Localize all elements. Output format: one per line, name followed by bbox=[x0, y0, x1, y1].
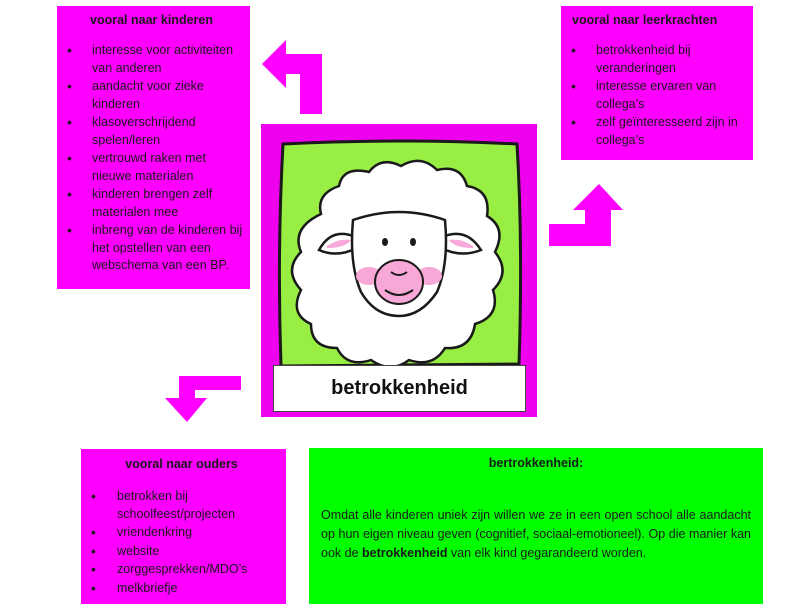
kids-box-title: vooral naar kinderen bbox=[90, 13, 213, 27]
list-item: • aandacht voor zieke kinderen bbox=[57, 78, 246, 113]
list-item: • vertrouwd raken met nieuwe materialen bbox=[57, 150, 246, 185]
info-text-after: van elk kind gegarandeerd worden. bbox=[447, 546, 647, 560]
arrow-up-left-icon bbox=[262, 40, 322, 114]
arrow-down-left-icon bbox=[165, 376, 241, 422]
parents-list bbox=[81, 488, 282, 597]
info-text-bold: betrokkenheid bbox=[362, 546, 448, 560]
list-item: • kinderen brengen zelf materialen mee bbox=[57, 186, 246, 221]
caption-box bbox=[273, 365, 526, 412]
list-item: • melkbriefje bbox=[81, 580, 282, 598]
list-item: • vriendenkring bbox=[81, 524, 282, 542]
kids-box bbox=[57, 6, 250, 289]
caption-text: betrokkenheid bbox=[331, 377, 468, 399]
list-item: • zorggesprekken/MDO’s bbox=[81, 561, 282, 579]
list-item: • klasoverschrijdend spelen/leren bbox=[57, 114, 246, 149]
list-item: • zelf geïnteresseerd zijn in collega’s bbox=[561, 114, 749, 149]
arrow-up-right-icon bbox=[549, 184, 623, 246]
teachers-box-title: vooral naar leerkrachten bbox=[572, 13, 718, 27]
info-text-before: Omdat alle kinderen uniek zijn willen we ze in een open school alle aandacht op hun eigen niveau geven (cognitief, sociaal-emotioneel). Op die manier kan ook de bbox=[321, 508, 751, 560]
parents-box-title: vooral naar ouders bbox=[125, 457, 238, 471]
list-item: • betrokkenheid bij veranderingen bbox=[561, 42, 749, 77]
list-item: • interesse voor activiteiten van anderen bbox=[57, 42, 246, 77]
info-box bbox=[309, 448, 763, 604]
info-box-text bbox=[321, 506, 751, 563]
teachers-list bbox=[561, 42, 749, 149]
kids-list bbox=[57, 42, 246, 275]
parents-box bbox=[81, 449, 286, 604]
teachers-box bbox=[561, 6, 753, 160]
list-item: • inbreng van de kinderen bij het opstellen van een webschema van een BP. bbox=[57, 222, 246, 275]
list-item: • betrokken bij schoolfeest/projecten bbox=[81, 488, 282, 523]
list-item: • website bbox=[81, 543, 282, 561]
info-box-title: bertrokkenheid: bbox=[488, 456, 584, 470]
list-item: • interesse ervaren van collega’s bbox=[561, 78, 749, 113]
